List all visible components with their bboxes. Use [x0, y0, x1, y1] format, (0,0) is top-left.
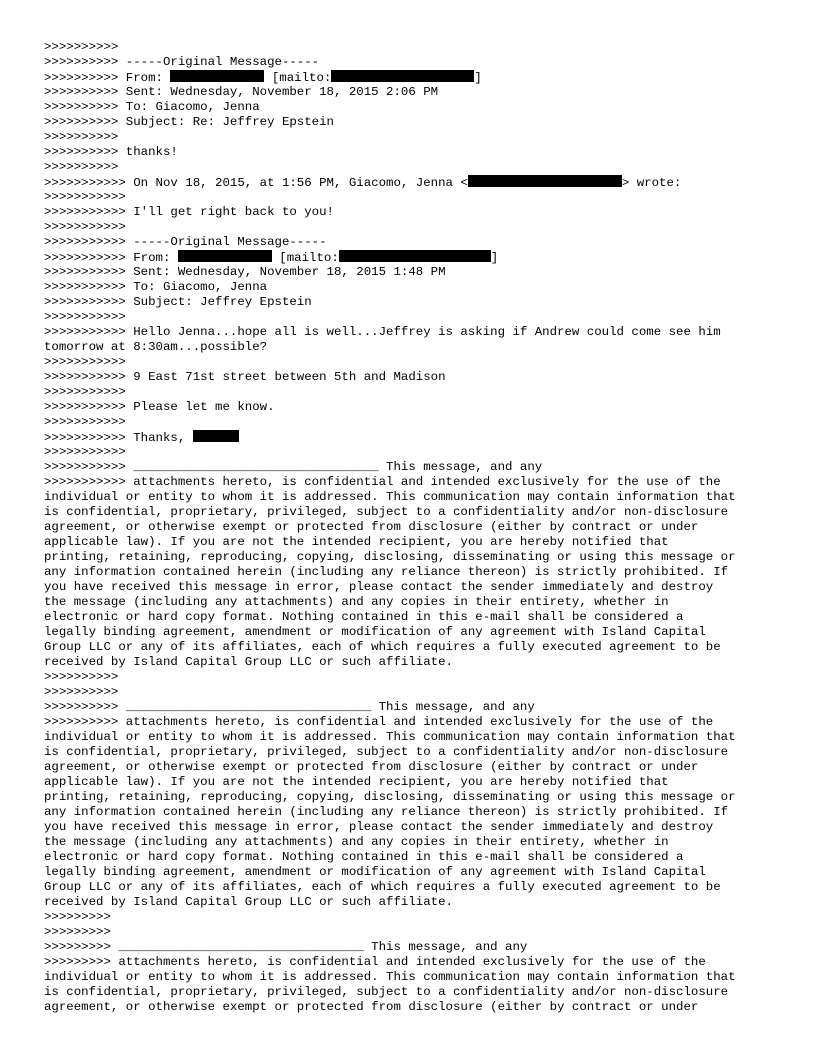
- line-text: >>>>>>>>>>> From:: [44, 251, 178, 265]
- line-text: electronic or hard copy format. Nothing contained in this e-mail shall be considered a: [44, 610, 684, 624]
- line-text: >>>>>>>>>> thanks!: [44, 145, 178, 159]
- line-text: [mailto:: [264, 71, 332, 85]
- line-text: >>>>>>>>>>>: [44, 355, 126, 369]
- line-text: is confidential, proprietary, privileged, subject to a confidentiality and/or non-disclosure: [44, 745, 729, 759]
- line-text: >>>>>>>>>>> attachments hereto, is confidential and intended exclusively for the use of the: [44, 475, 721, 489]
- document-line: [44, 265, 804, 280]
- line-text: >>>>>>>>>>: [44, 40, 119, 54]
- document-line: [44, 385, 804, 400]
- line-text: >>>>>>>>> _________________________________ This message, and any: [44, 940, 528, 954]
- line-text: individual or entity to whom it is addressed. This communication may contain information that: [44, 490, 736, 504]
- document-line: [44, 205, 804, 220]
- line-text: >>>>>>>>>> To: Giacomo, Jenna: [44, 100, 260, 114]
- document-line: [44, 40, 804, 55]
- line-text: >>>>>>>>>>> _________________________________ This message, and any: [44, 460, 543, 474]
- document-line: [44, 100, 804, 115]
- redaction-block: [170, 70, 264, 82]
- document-line: [44, 970, 804, 985]
- line-text: Group LLC or any of its affiliates, each of which requires a fully executed agreement to be: [44, 640, 721, 654]
- document-line: [44, 235, 804, 250]
- line-text: >>>>>>>>>> From:: [44, 71, 171, 85]
- line-text: >>>>>>>>>: [44, 910, 111, 924]
- line-text: >>>>>>>>>>> -----Original Message-----: [44, 235, 327, 249]
- document-line: [44, 655, 804, 670]
- line-text: Group LLC or any of its affiliates, each of which requires a fully executed agreement to be: [44, 880, 721, 894]
- redaction-block: [468, 175, 622, 187]
- document-line: [44, 160, 804, 175]
- document-line: [44, 820, 804, 835]
- line-text: the message (including any attachments) and any copies in their entirety, whether in: [44, 835, 669, 849]
- document-line: [44, 700, 804, 715]
- line-text: you have received this message in error, please contact the sender immediately and destroy: [44, 820, 714, 834]
- line-text: >>>>>>>>>>: [44, 130, 119, 144]
- line-text: legally binding agreement, amendment or modification of any agreement with Island Capital: [44, 625, 706, 639]
- document-line: [44, 295, 804, 310]
- document-line: [44, 70, 804, 85]
- document-line: [44, 895, 804, 910]
- document-line: [44, 925, 804, 940]
- document-line: [44, 550, 804, 565]
- line-text: >>>>>>>>>>: [44, 685, 119, 699]
- document-line: [44, 310, 804, 325]
- document-line: [44, 130, 804, 145]
- document-line: [44, 730, 804, 745]
- line-text: >>>>>>>>>>>: [44, 445, 126, 459]
- document-line: [44, 400, 804, 415]
- line-text: >>>>>>>>>>: [44, 670, 119, 684]
- line-text: agreement, or otherwise exempt or protected from disclosure (either by contract or under: [44, 1000, 699, 1014]
- document-line: [44, 760, 804, 775]
- line-text: applicable law). If you are not the intended recipient, you are hereby notified that: [44, 535, 669, 549]
- redaction-block: [339, 250, 491, 262]
- document-line: [44, 1000, 804, 1015]
- document-line: [44, 325, 804, 340]
- line-text: >>>>>>>>>> attachments hereto, is confidential and intended exclusively for the use of the: [44, 715, 714, 729]
- line-text: printing, retaining, reproducing, copying, disclosing, disseminating or using this message or: [44, 790, 736, 804]
- document-line: [44, 250, 804, 265]
- line-text: agreement, or otherwise exempt or protected from disclosure (either by contract or under: [44, 760, 699, 774]
- document-line: [44, 775, 804, 790]
- line-text: >>>>>>>>>>> To: Giacomo, Jenna: [44, 280, 268, 294]
- document-line: [44, 670, 804, 685]
- document-line: [44, 445, 804, 460]
- document-line: [44, 370, 804, 385]
- document-line: [44, 940, 804, 955]
- document-line: [44, 880, 804, 895]
- line-text: >>>>>>>>>> -----Original Message-----: [44, 55, 320, 69]
- document-line: [44, 115, 804, 130]
- line-text: >>>>>>>>>>> Sent: Wednesday, November 18, 2015 1:48 PM: [44, 265, 446, 279]
- line-text: the message (including any attachments) and any copies in their entirety, whether in: [44, 595, 669, 609]
- line-text: printing, retaining, reproducing, copying, disclosing, disseminating or using this message or: [44, 550, 736, 564]
- document-line: [44, 715, 804, 730]
- document-line: [44, 580, 804, 595]
- document-line: [44, 745, 804, 760]
- document-line: [44, 430, 804, 445]
- document-line: [44, 85, 804, 100]
- line-text: >>>>>>>>>> _________________________________ This message, and any: [44, 700, 535, 714]
- document-line: [44, 220, 804, 235]
- document-line: [44, 865, 804, 880]
- document-line: [44, 985, 804, 1000]
- document-line: [44, 955, 804, 970]
- document-line: [44, 910, 804, 925]
- document-line: [44, 610, 804, 625]
- document-line: [44, 340, 804, 355]
- line-text: legally binding agreement, amendment or modification of any agreement with Island Capital: [44, 865, 706, 879]
- line-text: any information contained herein (including any reliance thereon) is strictly prohibited. If: [44, 805, 729, 819]
- line-text: >>>>>>>>>>: [44, 160, 119, 174]
- document-line: [44, 565, 804, 580]
- line-text: individual or entity to whom it is addressed. This communication may contain information that: [44, 730, 736, 744]
- line-text: > wrote:: [621, 176, 682, 190]
- line-text: >>>>>>>>>>>: [44, 415, 126, 429]
- document-line: [44, 505, 804, 520]
- line-text: >>>>>>>>>>> Hello Jenna...hope all is well...Jeffrey is asking if Andrew could come see him: [44, 325, 721, 339]
- line-text: ]: [490, 251, 499, 265]
- line-text: >>>>>>>>>> Subject: Re: Jeffrey Epstein: [44, 115, 334, 129]
- line-text: is confidential, proprietary, privileged, subject to a confidentiality and/or non-disclosure: [44, 985, 729, 999]
- document-line: [44, 835, 804, 850]
- document-line: [44, 625, 804, 640]
- line-text: >>>>>>>>>>>: [44, 220, 126, 234]
- line-text: electronic or hard copy format. Nothing contained in this e-mail shall be considered a: [44, 850, 684, 864]
- document-line: [44, 850, 804, 865]
- email-thread-document: [44, 40, 804, 1015]
- document-line: [44, 805, 804, 820]
- document-line: [44, 520, 804, 535]
- line-text: is confidential, proprietary, privileged, subject to a confidentiality and/or non-disclosure: [44, 505, 729, 519]
- line-text: individual or entity to whom it is addressed. This communication may contain information that: [44, 970, 736, 984]
- line-text: agreement, or otherwise exempt or protected from disclosure (either by contract or under: [44, 520, 699, 534]
- document-line: [44, 685, 804, 700]
- document-line: [44, 175, 804, 190]
- redaction-block: [178, 250, 272, 262]
- line-text: >>>>>>>>>>>: [44, 385, 126, 399]
- line-text: >>>>>>>>>>> Subject: Jeffrey Epstein: [44, 295, 312, 309]
- line-text: [mailto:: [271, 251, 339, 265]
- line-text: >>>>>>>>>>> I'll get right back to you!: [44, 205, 334, 219]
- line-text: >>>>>>>>>> Sent: Wednesday, November 18, 2015 2:06 PM: [44, 85, 439, 99]
- line-text: applicable law). If you are not the intended recipient, you are hereby notified that: [44, 775, 669, 789]
- document-line: [44, 790, 804, 805]
- redaction-block: [331, 70, 474, 82]
- document-line: [44, 280, 804, 295]
- document-line: [44, 190, 804, 205]
- line-text: received by Island Capital Group LLC or such affiliate.: [44, 655, 453, 669]
- line-text: ]: [474, 71, 482, 85]
- document-line: [44, 355, 804, 370]
- line-text: >>>>>>>>>>> On Nov 18, 2015, at 1:56 PM, Giacomo, Jenna <: [44, 176, 468, 190]
- line-text: >>>>>>>>>>> Thanks,: [44, 431, 193, 445]
- document-line: [44, 460, 804, 475]
- document-line: [44, 490, 804, 505]
- line-text: >>>>>>>>>>> 9 East 71st street between 5th and Madison: [44, 370, 446, 384]
- document-line: [44, 415, 804, 430]
- line-text: you have received this message in error, please contact the sender immediately and destroy: [44, 580, 714, 594]
- line-text: received by Island Capital Group LLC or such affiliate.: [44, 895, 453, 909]
- line-text: >>>>>>>>> attachments hereto, is confidential and intended exclusively for the use of the: [44, 955, 706, 969]
- document-line: [44, 145, 804, 160]
- document-line: [44, 595, 804, 610]
- line-text: tomorrow at 8:30am...possible?: [44, 340, 268, 354]
- line-text: >>>>>>>>>>>: [44, 310, 126, 324]
- document-line: [44, 640, 804, 655]
- document-line: [44, 475, 804, 490]
- line-text: >>>>>>>>>: [44, 925, 111, 939]
- document-line: [44, 55, 804, 70]
- line-text: any information contained herein (including any reliance thereon) is strictly prohibited. If: [44, 565, 729, 579]
- document-line: [44, 535, 804, 550]
- line-text: >>>>>>>>>>> Please let me know.: [44, 400, 275, 414]
- redaction-block: [193, 430, 239, 442]
- line-text: >>>>>>>>>>>: [44, 190, 126, 204]
